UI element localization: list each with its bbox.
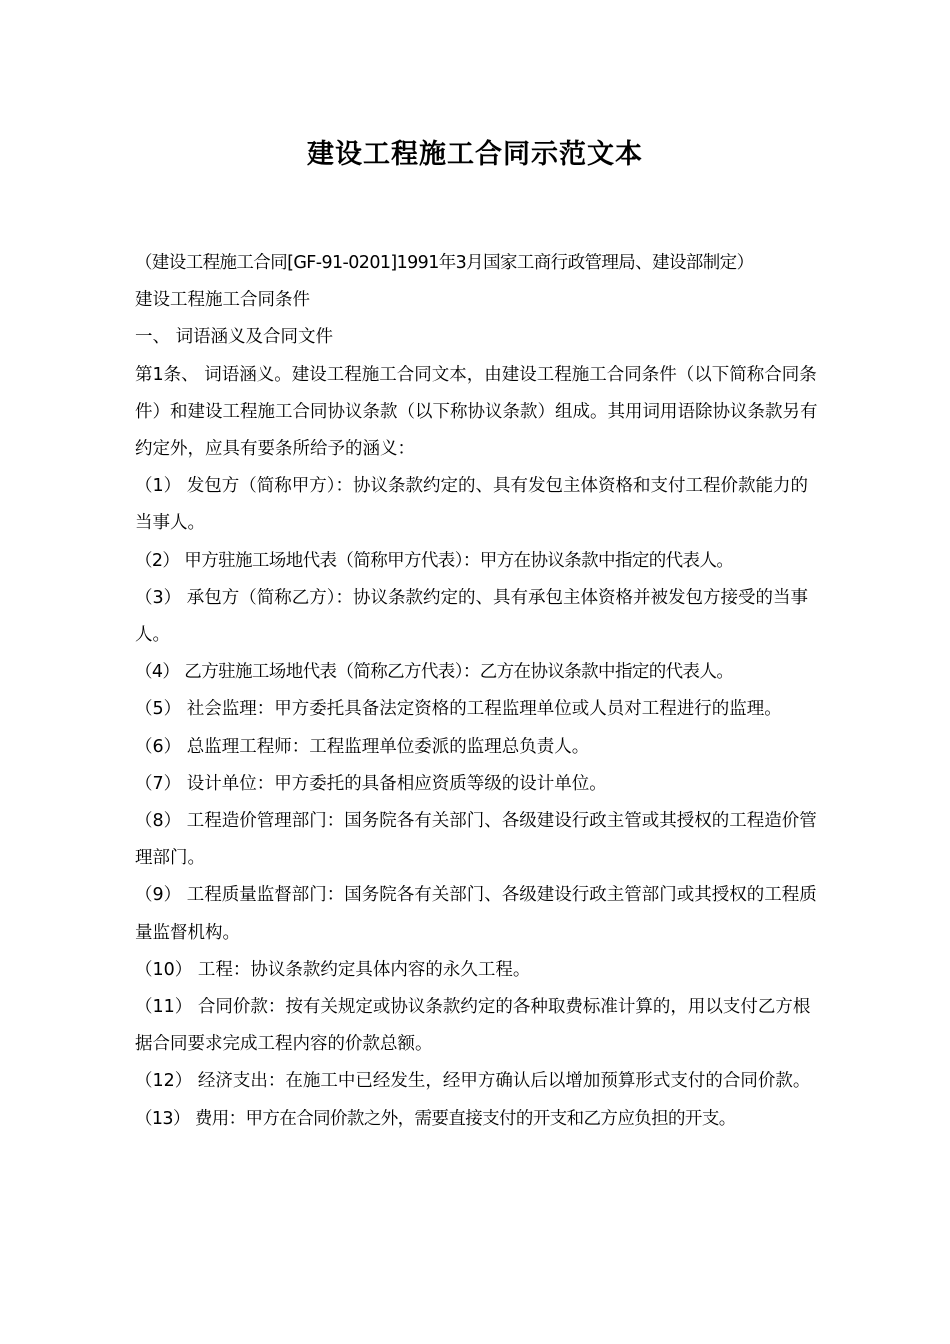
definition-item: （2） 甲方驻施工场地代表（简称甲方代表）：甲方在协议条款中指定的代表人。 xyxy=(135,550,734,571)
article-paragraph: 第1条、 词语涵义。建设工程施工合同文本，由建设工程施工合同条件（以下简称合同条件）和建设工程施工合同协议条款（以下称协议条款）组成。其用词用语除协议条款另有约定外，应具有要条所给予的涵义： xyxy=(135,364,818,460)
definition-item: （5） 社会监理：甲方委托具备法定资格的工程监理单位或人员对工程进行的监理。 xyxy=(135,699,782,720)
section-heading: 建设工程施工合同条件 xyxy=(135,290,310,311)
definition-item: （7） 设计单位：甲方委托的具备相应资质等级的设计单位。 xyxy=(135,773,607,794)
source-note: （建设工程施工合同[GF-91-0201]1991年3月国家工商行政管理局、建设部制定） xyxy=(135,253,754,273)
definition-item: （8） 工程造价管理部门：国务院各有关部门、各级建设行政主管或其授权的工程造价管理部门。 xyxy=(135,811,817,869)
definition-item: （10） 工程：协议条款约定具体内容的永久工程。 xyxy=(135,959,531,980)
definition-item: （3） 承包方（简称乙方）：协议条款约定的、具有承包主体资格并被发包方接受的当事人。 xyxy=(135,587,808,646)
document-title: 建设工程施工合同示范文本 xyxy=(307,139,643,170)
chapter-heading: 一、 词语涵义及合同文件 xyxy=(135,327,334,348)
definition-item: （4） 乙方驻施工场地代表（简称乙方代表）：乙方在协议条款中指定的代表人。 xyxy=(135,662,734,683)
definition-item: （1） 发包方（简称甲方）：协议条款约定的、具有发包主体资格和支付工程价款能力的当事人。 xyxy=(135,476,808,534)
definition-item: （12） 经济支出：在施工中已经发生，经甲方确认后以增加预算形式支付的合同价款。 xyxy=(135,1071,811,1092)
document-body xyxy=(135,245,825,1138)
definition-item: （6） 总监理工程师：工程监理单位委派的监理总负责人。 xyxy=(135,736,590,757)
definition-item: （13） 费用：甲方在合同价款之外，需要直接支付的开支和乙方应负担的开支。 xyxy=(135,1108,736,1129)
definition-item: （11） 合同价款：按有关规定或协议条款约定的各种取费标准计算的，用以支付乙方根据合同要求完成工程内容的价款总额。 xyxy=(135,997,811,1055)
definition-item: （9） 工程质量监督部门：国务院各有关部门、各级建设行政主管部门或其授权的工程质量监督机构。 xyxy=(135,885,817,943)
